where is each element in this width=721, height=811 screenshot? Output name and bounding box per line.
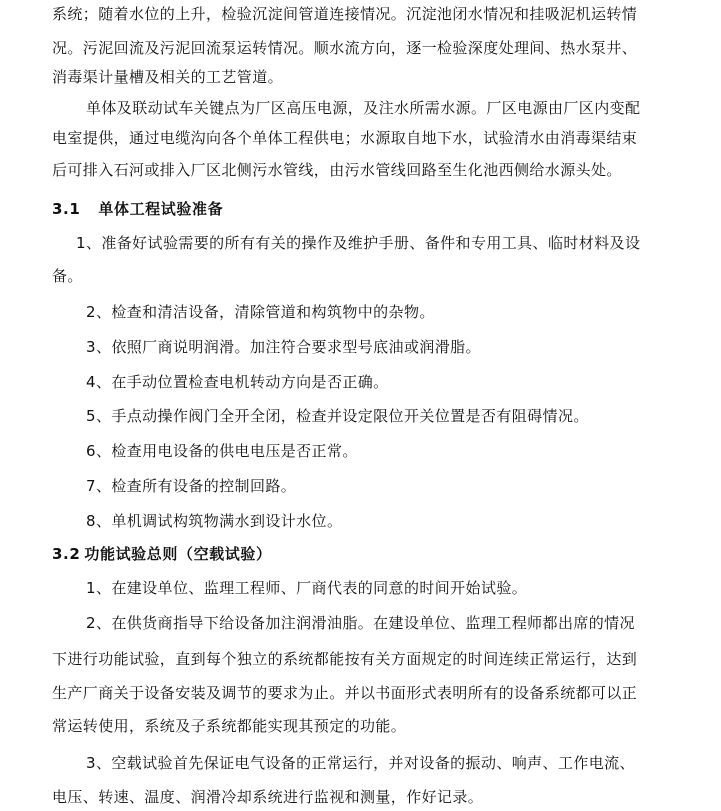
section-3-1-number: 3.1 (52, 200, 81, 218)
section-3-1-item-1-line-1: 1、准备好试验需要的所有有关的操作及维护手册、备件和专用工具、临时材料及设 (76, 234, 641, 252)
section-3-2-item-3-line-1: 3、空载试验首先保证电气设备的正常运行，并对设备的振动、响声、工作电流、 (86, 754, 635, 772)
section-3-2-title: 功能试验总则（空载试验） (84, 545, 272, 563)
paragraph-2-line-1: 单体及联动试车关键点为厂区高压电源，及注水所需水源。厂区电源由厂区内变配 (86, 99, 641, 117)
section-3-1-item-5: 5、手点动操作阀门全开全闭，检查并设定限位开关位置是否有阻碍情况。 (86, 407, 589, 425)
paragraph-1-line-3: 消毒渠计量槽及相关的工艺管道。 (52, 68, 284, 86)
paragraph-2-line-3: 后可排入石河或排入厂区北侧污水管线，由污水管线回路至生化池西侧给水源头处。 (52, 161, 622, 179)
section-3-2-item-2-line-3: 生产厂商关于设备安装及调节的要求为止。并以书面形式表明所有的设备系统都可以正 (52, 684, 638, 702)
paragraph-1-line-2: 况。污泥回流及污泥回流泵运转情况。顺水流方向，逐一检验深度处理间、热水泵井、 (52, 39, 638, 57)
section-3-1-item-6: 6、检查用电设备的供电电压是否正常。 (86, 442, 358, 460)
paragraph-2-line-2: 电室提供，通过电缆沟向各个单体工程供电；水源取自地下水，试验清水由消毒渠结束 (52, 129, 638, 147)
section-3-1-item-7: 7、检查所有设备的控制回路。 (86, 477, 297, 495)
paragraph-1-line-1: 系统；随着水位的上升，检验沉淀间管道连接情况。沉淀池闭水情况和挂吸泥机运转情 (52, 5, 638, 23)
section-3-1-item-2: 2、检查和清洁设备，清除管道和构筑物中的杂物。 (86, 303, 435, 321)
section-3-1-item-3: 3、依照厂商说明润滑。加注符合要求型号底油或润滑脂。 (86, 338, 481, 356)
section-3-1-item-1-line-2: 备。 (52, 267, 83, 285)
section-3-1-heading (52, 199, 721, 219)
section-3-2-item-2-line-1: 2、在供货商指导下给设备加注润滑油脂。在建设单位、监理工程师都出席的情况 (86, 614, 635, 632)
section-3-2-item-2-line-4: 常运转使用，系统及子系统都能实现其预定的功能。 (52, 717, 407, 735)
section-3-1-item-4: 4、在手动位置检查电机转动方向是否正确。 (86, 373, 389, 391)
section-3-2-item-3-line-2: 电压、转速、温度、润滑冷却系统进行监视和测量，作好记录。 (52, 788, 484, 806)
section-3-2-item-2-line-2: 下进行功能试验，直到每个独立的系统都能按有关方面规定的时间连续正常运行，达到 (52, 650, 638, 668)
section-3-2-heading (52, 544, 721, 564)
section-3-2-item-1: 1、在建设单位、监理工程师、厂商代表的同意的时间开始试验。 (86, 579, 528, 597)
section-3-2-number: 3.2 (52, 545, 81, 563)
section-3-1-title: 单体工程试验准备 (98, 200, 224, 218)
section-3-1-item-8: 8、单机调试构筑物满水到设计水位。 (86, 512, 343, 530)
